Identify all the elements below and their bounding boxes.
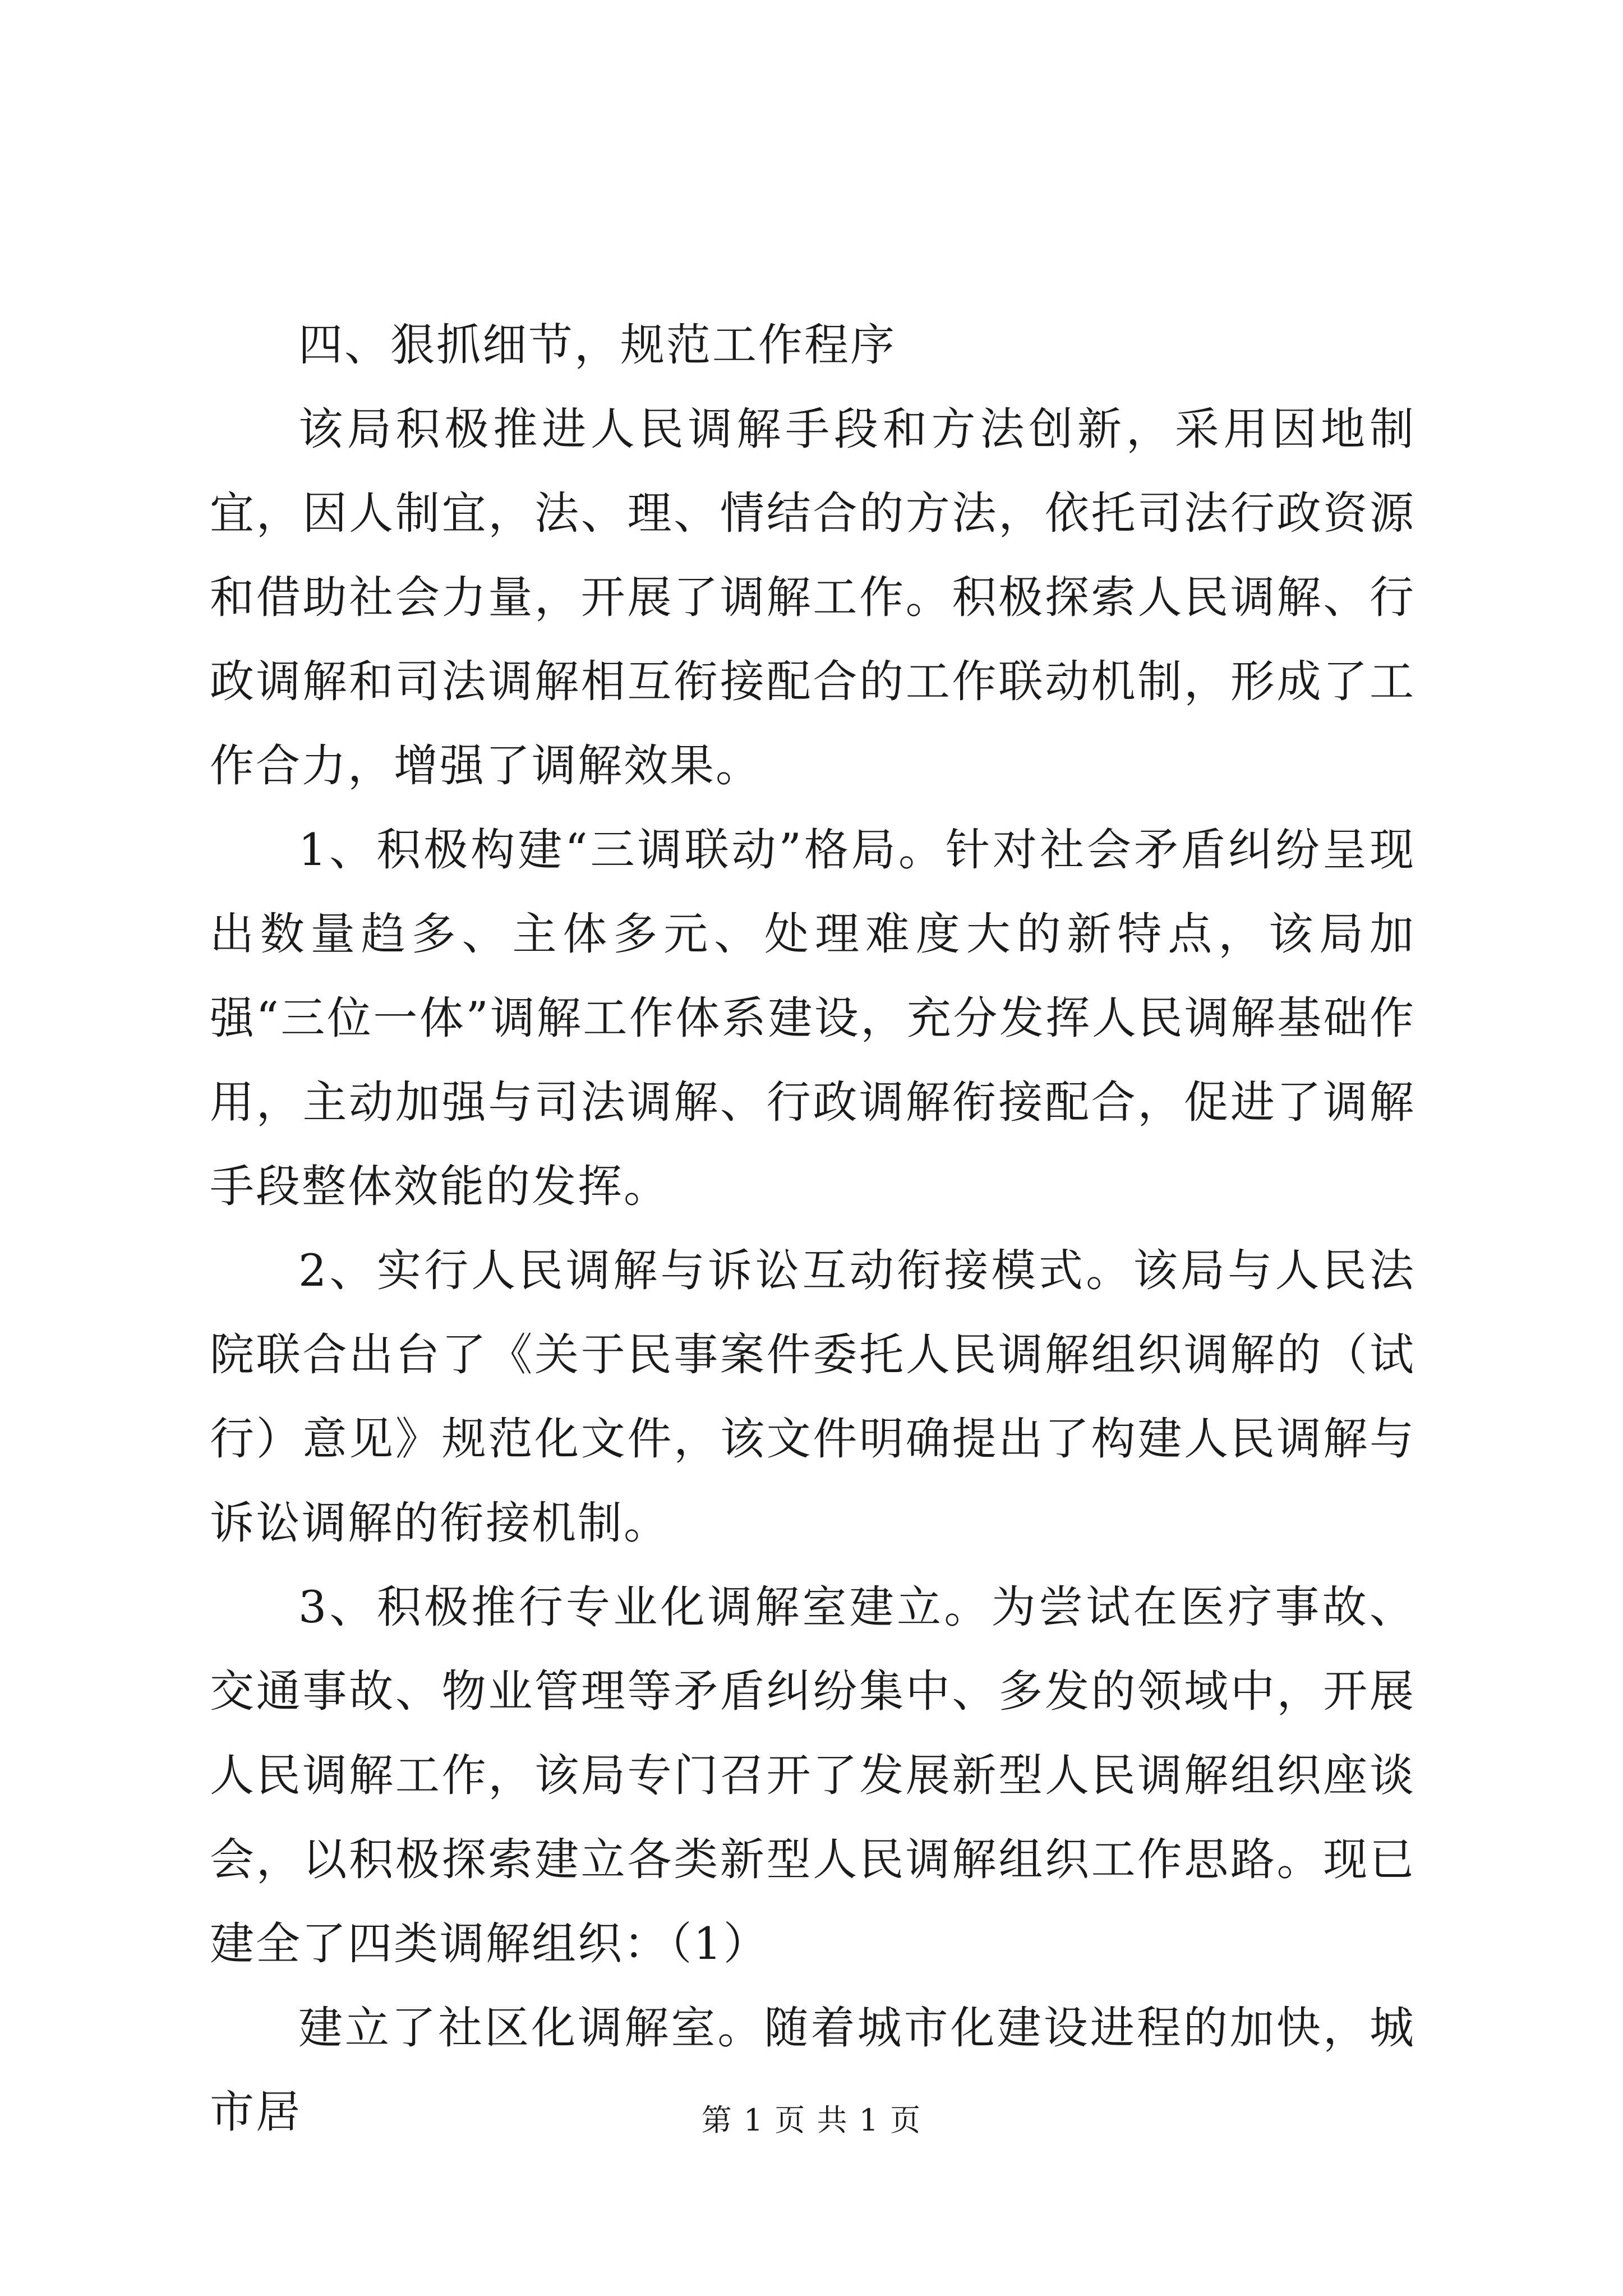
paragraph-community-mediation: 建立了社区化调解室。随着城市化建设进程的加快，城市居: [210, 2002, 1415, 2138]
section-heading: 四、狠抓细节，规范工作程序: [298, 319, 896, 371]
paragraph-item-1: 1、积极构建“三调联动”格局。针对社会矛盾纠纷呈现出数量趋多、主体多元、处理难度大的新特点，该局加强“三位一体”调解工作体系建设，充分发挥人民调解基础作用，主动加强与司法调解、行政调解衔接配合，促进了调解手段整体效能的发挥。: [210, 824, 1415, 1212]
paragraph-item-3: 3、积极推行专业化调解室建立。为尝试在医疗事故、交通事故、物业管理等矛盾纠纷集中、多发的领域中，开展人民调解工作，该局专门召开了发展新型人民调解组织座谈会，以积极探索建立各类新型人民调解组织工作思路。现已建全了四类调解组织：（1）: [210, 1581, 1415, 1970]
page-footer: 第 1 页 共 1 页: [701, 2102, 922, 2138]
document-body: [210, 303, 1415, 2154]
paragraph-item-2: 2、实行人民调解与诉讼互动衔接模式。该局与人民法院联合出台了《关于民事案件委托人民调解组织调解的（试行）意见》规范化文件，该文件明确提出了构建人民调解与诉讼调解的衔接机制。: [210, 1245, 1415, 1549]
paragraph-intro: 该局积极推进人民调解手段和方法创新，采用因地制宜，因人制宜，法、理、情结合的方法，依托司法行政资源和借助社会力量，开展了调解工作。积极探索人民调解、行政调解和司法调解相互衔接配合的工作联动机制，形成了工作合力，增强了调解效果。: [210, 403, 1415, 792]
